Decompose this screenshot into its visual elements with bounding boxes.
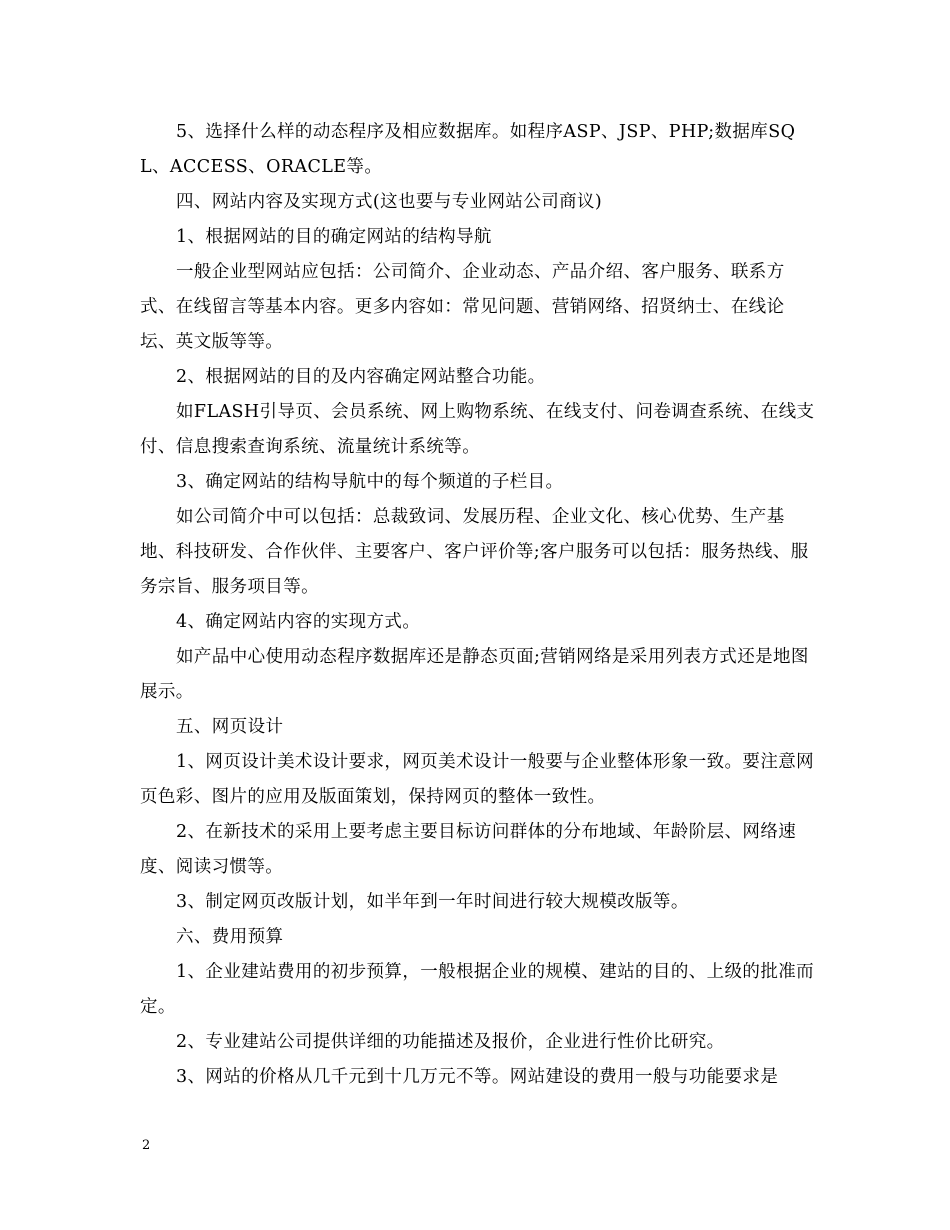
document-body: [140, 115, 816, 1095]
paragraph-initial-budget: 1、企业建站费用的初步预算，一般根据企业的规模、建站的目的、上级的批准而定。: [140, 962, 815, 1017]
paragraph-implementation: 4、确定网站内容的实现方式。: [176, 612, 421, 632]
paragraph-subchannel-examples: 如公司简介中可以包括：总裁致词、发展历程、企业文化、核心优势、生产基地、科技研发、合作伙伴、主要客户、客户评价等;客户服务可以包括：服务热线、服务宗旨、服务项目等。: [140, 507, 809, 597]
paragraph-subchannels: 3、确定网站的结构导航中的每个频道的子栏目。: [176, 472, 564, 492]
page-number: 2: [142, 1138, 151, 1153]
paragraph-implementation-examples: 如产品中心使用动态程序数据库还是静态页面;营销网络是采用列表方式还是地图展示。: [140, 647, 809, 702]
paragraph-integration-functions: 2、根据网站的目的及内容确定网站整合功能。: [176, 367, 546, 387]
heading-section-six: 六、费用预算: [176, 927, 284, 947]
paragraph-structure-nav: 1、根据网站的目的确定网站的结构导航: [176, 227, 492, 247]
paragraph-price-range: 3、网站的价格从几千元到十几万元不等。网站建设的费用一般与功能要求是: [176, 1067, 779, 1087]
paragraph-enterprise-content: 一般企业型网站应包括：公司简介、企业动态、产品介绍、客户服务、联系方式、在线留言等基本内容。更多内容如：常见问题、营销网络、招贤纳士、在线论坛、英文版等等。: [140, 262, 785, 352]
paragraph-revision-plan: 3、制定网页改版计划，如半年到一年时间进行较大规模改版等。: [176, 892, 689, 912]
paragraph-function-examples: 如FLASH引导页、会员系统、网上购物系统、在线支付、问卷调查系统、在线支付、信息搜索查询系统、流量统计系统等。: [140, 402, 815, 457]
paragraph-db-choice: 5、选择什么样的动态程序及相应数据库。如程序ASP、JSP、PHP;数据库SQL、ACCESS、ORACLE等。: [140, 122, 796, 177]
heading-section-five: 五、网页设计: [176, 717, 284, 737]
heading-section-four: 四、网站内容及实现方式(这也要与专业网站公司商议): [176, 192, 603, 212]
paragraph-art-design: 1、网页设计美术设计要求，网页美术设计一般要与企业整体形象一致。要注意网页色彩、图片的应用及版面策划，保持网页的整体一致性。: [140, 752, 815, 807]
paragraph-quotation: 2、专业建站公司提供详细的功能描述及报价，企业进行性价比研究。: [176, 1032, 725, 1052]
paragraph-new-technology: 2、在新技术的采用上要考虑主要目标访问群体的分布地域、年龄阶层、网络速度、阅读习惯等。: [140, 822, 797, 877]
